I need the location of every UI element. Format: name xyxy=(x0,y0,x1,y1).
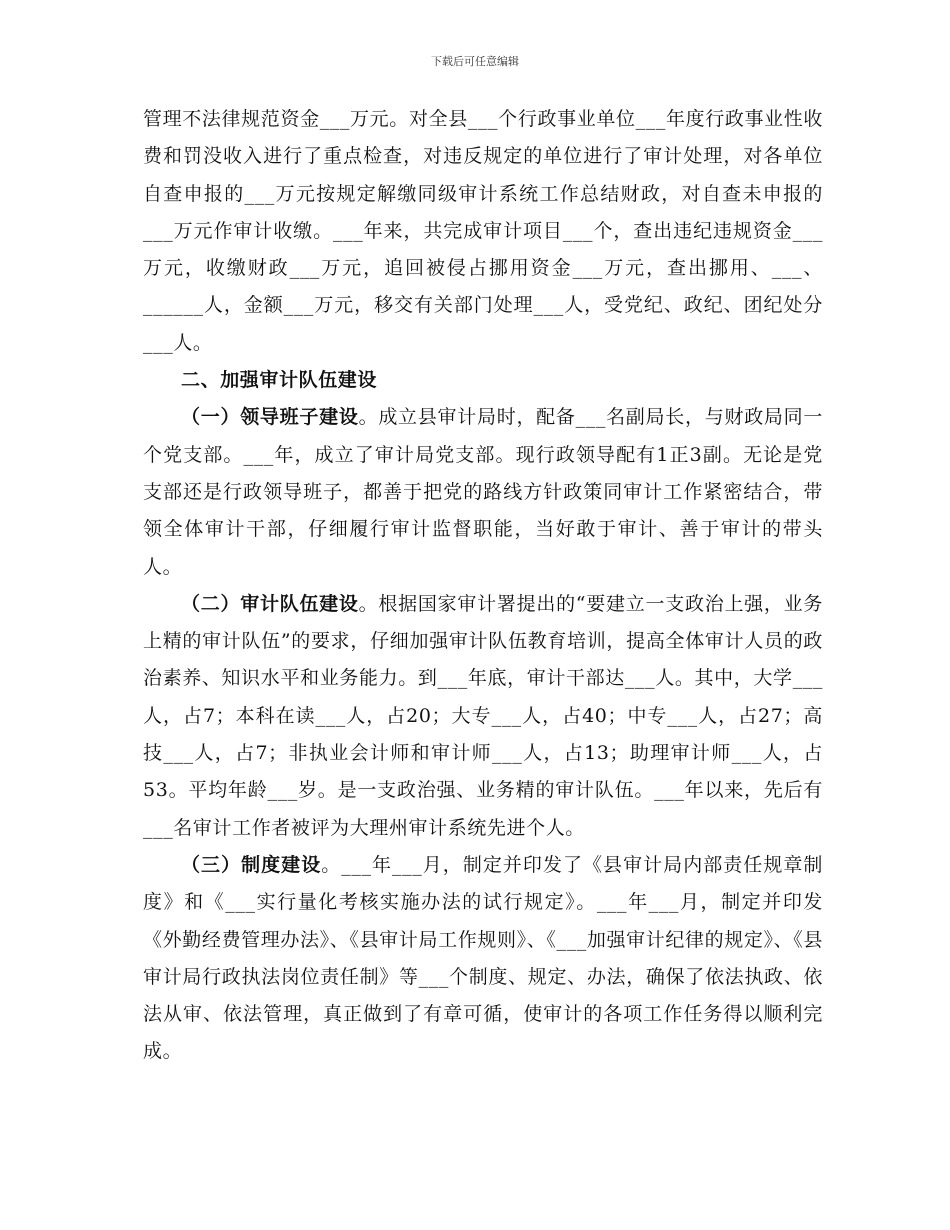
page-header: 下载后可任意编辑 xyxy=(431,55,519,68)
document-body xyxy=(143,101,823,1071)
subsection-heading: （二）审计队伍建设 xyxy=(181,592,359,615)
paragraph-text: 。成立县审计局时，配备___名副局长，与财政局同一个党支部。___年，成立了审计局党支部。现行政领导配有1正3副。无论是党支部还是行政领导班子，都善于把党的路线方针政策同审计工作紧密结合，带领全体审计干部，仔细履行审计监督职能，当好敢于审计、善于审计的带头人。 xyxy=(143,406,823,578)
body-paragraph xyxy=(143,847,823,1071)
body-paragraph xyxy=(143,399,823,585)
paragraph-text: 。根据国家审计署提出的“要建立一支政治上强，业务上精的审计队伍”的要求，仔细加强审计队伍教育培训，提高全体审计人员的政治素养、知识水平和业务能力。到___年底，审计干部达___人。其中，大学___人，占7；本科在读___人，占20；大专___人，占40；中专___人，占27；高技___人，占7；非执业会计师和审计师___人，占13；助理审计师___人，占53。平均年龄___岁。是一支政治强、业务精的审计队伍。___年以来，先后有___名审计工作者被评为大理州审计系统先进个人。 xyxy=(143,592,823,839)
section-heading: 二、加强审计队伍建设 xyxy=(181,369,378,392)
body-paragraph: 管理不法律规范资金___万元。对全县___个行政事业单位___年度行政事业性收费和罚没收入进行了重点检查，对违反规定的单位进行了审计处理，对各单位自查申报的___万元按规定解缴同级审计系统工作总结财政，对自查未申报的___万元作审计收缴。___年来，共完成审计项目___个，查出违纪违规资金___万元，收缴财政___万元，追回被侵占挪用资金___万元，查出挪用、___、______人，金额___万元，移交有关部门处理___人，受党纪、政纪、团纪处分___人。 xyxy=(143,108,823,354)
body-paragraph xyxy=(143,586,823,847)
paragraph-text: 。___年___月，制定并印发了《县审计局内部责任规章制度》和《___实行量化考核实施办法的试行规定》。___年___月，制定并印发《外勤经费管理办法》、《县审计局工作规则》、《___加强审计纪律的规定》、《县审计局行政执法岗位责任制》等___个制度、规定、办法，确保了依法执政、依法从审、依法管理，真正做到了有章可循，使审计的各项工作任务得以顺利完成。 xyxy=(143,853,823,1063)
subsection-heading: （三）制度建设 xyxy=(181,853,322,876)
subsection-heading: （一）领导班子建设 xyxy=(181,406,359,429)
